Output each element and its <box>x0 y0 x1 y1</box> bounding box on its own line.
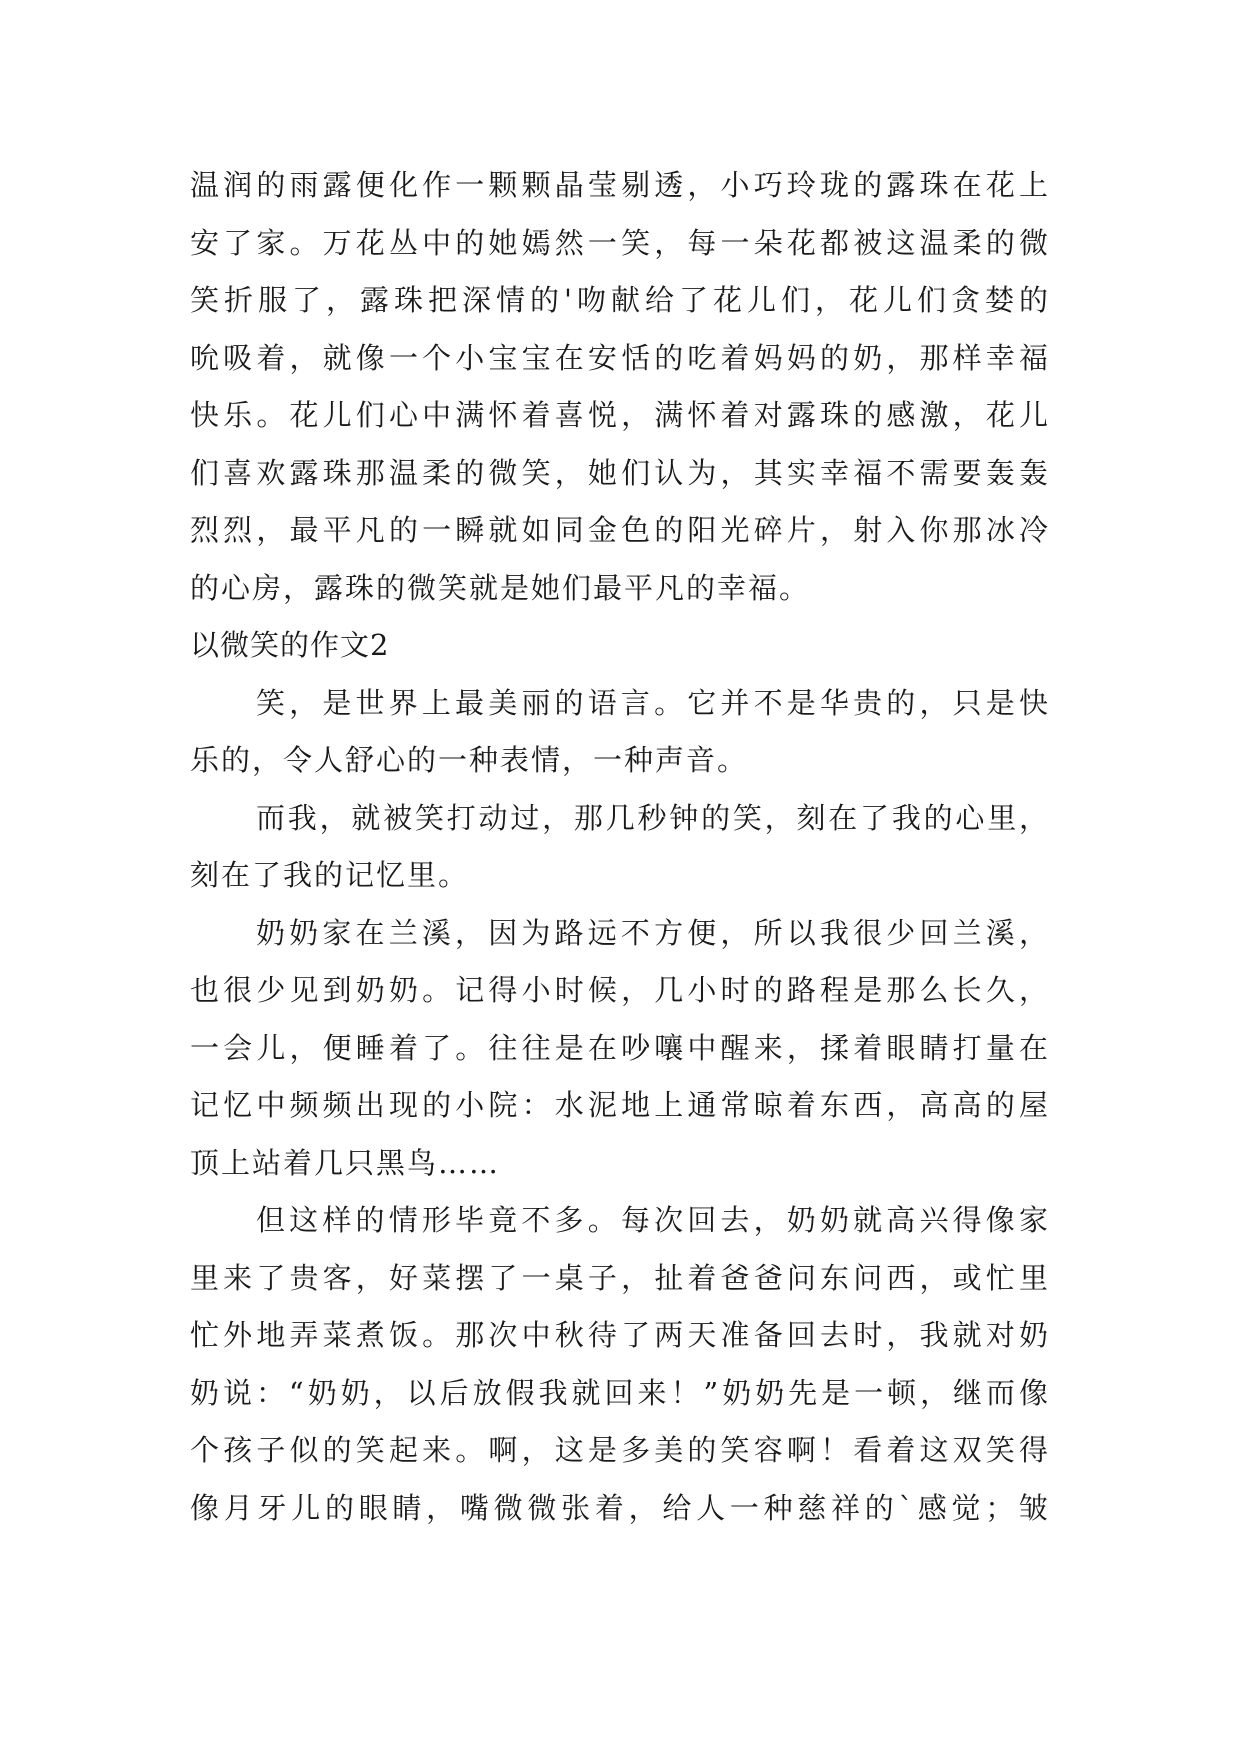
paragraph-line: 笑折服了，露珠把深情的'吻献给了花儿们，花儿们贪婪的 <box>190 283 1050 317</box>
paragraph-line: 记忆中频频出现的小院：水泥地上通常晾着东西，高高的屋 <box>190 1088 1050 1122</box>
paragraph-line: 但这样的情形毕竟不多。每次回去，奶奶就高兴得像家 <box>256 1203 1050 1237</box>
paragraph-line: 忙外地弄菜煮饭。那次中秋待了两天准备回去时，我就对奶 <box>190 1318 1050 1352</box>
paragraph-line: 奶奶家在兰溪，因为路远不方便，所以我很少回兰溪， <box>256 915 1050 950</box>
paragraph-line: 而我，就被笑打动过，那几秒钟的笑，刻在了我的心里， <box>256 800 1050 835</box>
paragraph-line: 安了家。万花丛中的她嫣然一笑，每一朵花都被这温柔的微 <box>190 225 1050 260</box>
paragraph-line: 的心房，露珠的微笑就是她们最平凡的幸福。 <box>190 570 811 605</box>
paragraph-line: 烈烈，最平凡的一瞬就如同金色的阳光碎片，射入你那冰冷 <box>190 513 1050 547</box>
paragraph-line: 也很少见到奶奶。记得小时候，几小时的路程是那么长久， <box>190 973 1050 1007</box>
paragraph-line: 里来了贵客，好菜摆了一桌子，扯着爸爸问东问西，或忙里 <box>190 1260 1050 1295</box>
paragraph-line: 像月牙儿的眼睛，嘴微微张着，给人一种慈祥的`感觉；皱 <box>190 1490 1050 1525</box>
paragraph-line: 刻在了我的记忆里。 <box>190 858 470 892</box>
paragraph-line: 们喜欢露珠那温柔的微笑，她们认为，其实幸福不需要轰轰 <box>190 455 1050 490</box>
paragraph-line: 顶上站着几只黑鸟…… <box>190 1145 501 1180</box>
paragraph-line: 温润的雨露便化作一颗颗晶莹剔透，小巧玲珑的露珠在花上 <box>190 168 1050 202</box>
paragraph-line: 笑，是世界上最美丽的语言。它并不是华贵的，只是快 <box>256 685 1050 720</box>
paragraph-line: 个孩子似的笑起来。啊，这是多美的笑容啊！看着这双笑得 <box>190 1433 1050 1467</box>
paragraph-line: 吮吸着，就像一个小宝宝在安恬的吃着妈妈的奶，那样幸福 <box>190 340 1050 375</box>
paragraph-line: 奶说：“奶奶，以后放假我就回来！”奶奶先是一顿，继而像 <box>190 1375 1050 1410</box>
paragraph-line: 一会儿，便睡着了。往往是在吵嚷中醒来，揉着眼睛打量在 <box>190 1030 1050 1065</box>
section-heading: 以微笑的作文2 <box>190 628 390 662</box>
paragraph-line: 快乐。花儿们心中满怀着喜悦，满怀着对露珠的感激，花儿 <box>190 398 1050 432</box>
essay-text <box>190 157 1050 1537</box>
paragraph-line: 乐的，令人舒心的一种表情，一种声音。 <box>190 743 749 777</box>
